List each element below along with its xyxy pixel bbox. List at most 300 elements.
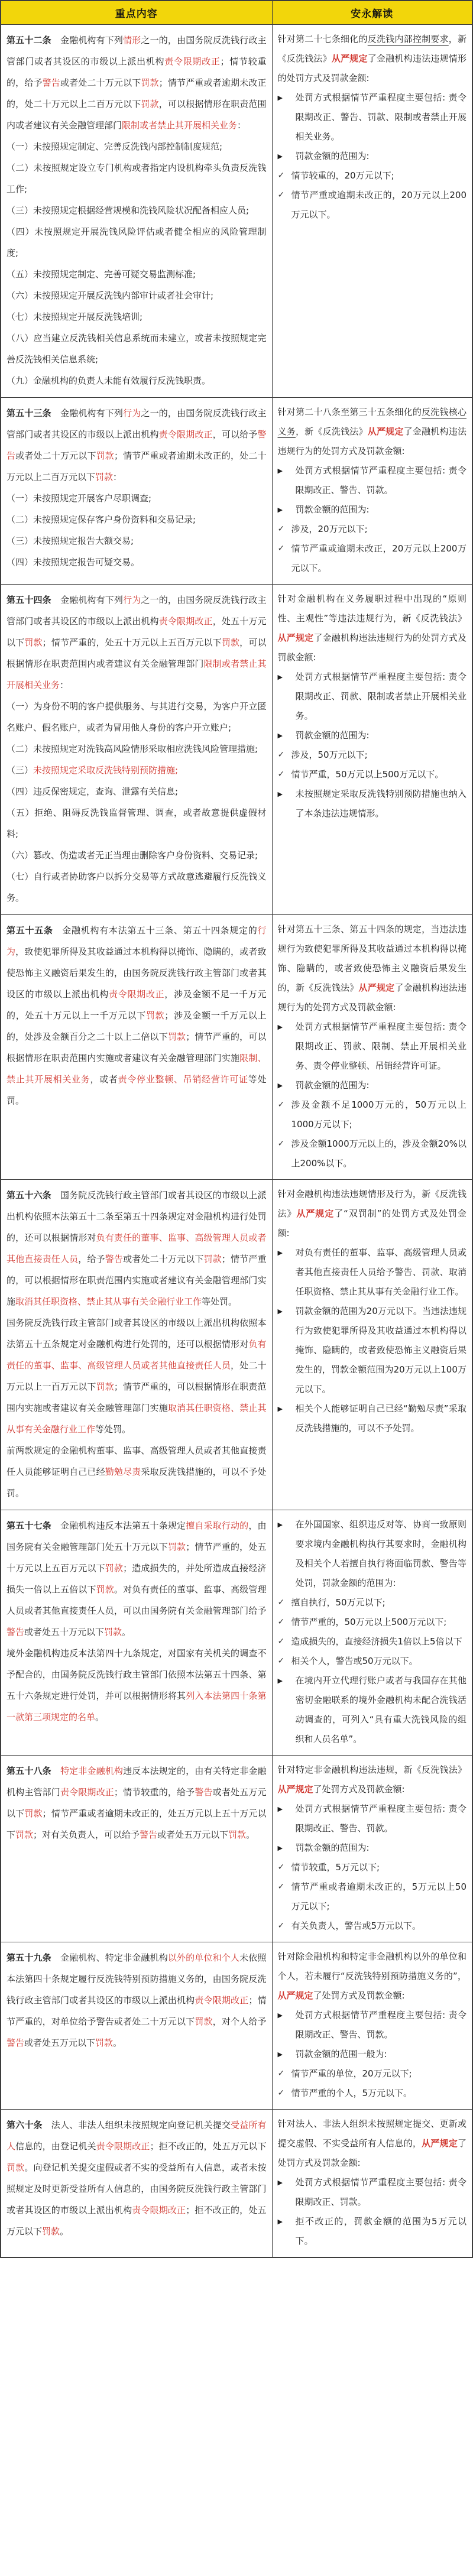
text-segment: 取消其任职资格、禁止其从事有关金融行业工作	[15, 1296, 202, 1307]
text-segment: 行为	[123, 408, 141, 418]
triangle-bullet-icon: ▶	[277, 2051, 283, 2058]
text-segment: 之一的，由国务院反洗钱行政主管部门或者其设区的市级以上派出机构	[7, 35, 267, 67]
text-segment: 情节严重的单位，20万元以下;	[291, 2068, 412, 2079]
text-segment: ：	[113, 472, 122, 482]
item-text	[296, 461, 467, 500]
paragraph	[7, 403, 267, 488]
item-text	[291, 1858, 467, 1877]
text-segment: 针对除金融机构和特定非金融机构以外的单位和个人，若未履行“反洗钱特别预防措施义务的”，	[277, 1951, 466, 1981]
paragraph	[7, 845, 267, 866]
bullet-item	[278, 2173, 467, 2212]
text-segment: 责令停业整顿、吊销经营许可证	[118, 1074, 248, 1085]
paragraph	[278, 2114, 467, 2173]
text-segment: 第五十九条	[7, 1952, 51, 1963]
table-row	[1, 1180, 472, 1510]
paragraph	[7, 920, 267, 1111]
paragraph	[7, 738, 267, 760]
text-segment: 罚款	[42, 2226, 60, 2237]
triangle-bullet-icon: ▶	[277, 2012, 283, 2019]
text-segment: 。	[246, 1829, 255, 1840]
text-segment: 等处罚。	[202, 1296, 238, 1307]
check-item	[278, 1134, 467, 1173]
check-item	[278, 520, 467, 539]
text-segment: ；对有关负责人，可以给予	[33, 1829, 140, 1840]
bullet-item	[278, 2045, 467, 2064]
text-segment: 针对金融机构违法违规情形及行为，新《反洗钱法》	[277, 1189, 466, 1219]
text-segment: （二）未按照规定设立专门机构或者指定内设机构牵头负责反洗钱工作;	[7, 163, 267, 194]
item-text	[296, 1515, 467, 1593]
bullet-item	[278, 1076, 467, 1095]
text-segment: 针对第二十八条至第三十五条细化的	[277, 407, 422, 417]
text-segment: 采取反洗钱措施的，可以不予处罚。	[7, 1467, 267, 1498]
text-segment: 。	[113, 2038, 122, 2048]
text-segment: 有关负责人，警告或5万元以下。	[291, 1920, 422, 1931]
item-text	[291, 186, 467, 225]
text-segment: ；拒不改正的，处五万元以下	[150, 2141, 267, 2152]
text-segment: 擅自采取行动的	[186, 1520, 249, 1531]
item-text	[296, 2212, 467, 2251]
check-icon: ✓	[277, 1100, 285, 1109]
text-segment: 处罚方式根据情节严重程度主要包括: 责令限期改正、警告、罚款、限制或者禁止开展相关业务。	[295, 92, 466, 142]
text-segment: 罚款金额的范围为20万元以下。当违法违规行为致使犯罪所得及其收益通过本机构得以掩饰、隐瞒的，或者致使恐怖主义融资后果发生的，罚款金额范围为20万元以上100万元以下。	[295, 1306, 466, 1394]
table-row	[1, 915, 472, 1180]
paragraph	[278, 920, 467, 1017]
text-segment: 限制、禁止其开展相关业务	[7, 1053, 267, 1085]
text-segment: 之一的，由国务院反洗钱行政主管部门或者其设区的市级以上派出机构	[7, 408, 267, 440]
text-segment: （五）拒绝、阻碍反洗钱监督管理、调查，或者故意提供虚假材料;	[7, 807, 267, 839]
item-text	[296, 1671, 467, 1749]
text-segment: 罚款	[96, 1584, 114, 1595]
text-segment: 责令限期改正	[108, 989, 165, 1000]
check-item	[278, 1877, 467, 1916]
text-segment: 负有责任的董事、监事、高级管理人员或者其他直接责任人员	[7, 1232, 267, 1264]
text-segment: 针对金融机构在义务履职过程中出现的“原则性、主观性”等违法违规行为，新《反洗钱法》	[277, 593, 466, 624]
paragraph	[7, 306, 267, 327]
bullet-item	[278, 1671, 467, 1749]
text-segment: 情节严重或者逾期未改正的，5万元以上50万元以下;	[291, 1881, 466, 1912]
text-segment: 罚款	[195, 2016, 213, 2027]
text-segment: 从严规定	[277, 1990, 313, 2001]
triangle-bullet-icon: ▶	[277, 1405, 283, 1413]
text-segment: 以外的单位和个人	[167, 1952, 240, 1963]
text-segment: ，处二十万元以上一百万元以下	[7, 1360, 267, 1392]
paragraph	[278, 30, 467, 88]
text-segment: （一）未按照规定开展客户尽职调查;	[7, 493, 152, 504]
triangle-bullet-icon: ▶	[277, 2218, 283, 2225]
item-text	[296, 147, 467, 166]
text-segment: 特定非金融机构	[60, 1766, 124, 1776]
text-segment: 国务院反洗钱行政主管部门或者其设区的市级以上派出机构依照本法第五十二条至第五十四条规定对金融机构进行处罚的，还可以根据情形对	[7, 1190, 267, 1243]
check-item	[278, 539, 467, 578]
item-text	[291, 1877, 467, 1916]
paragraph	[7, 589, 267, 696]
text-segment: 处罚方式根据情节严重程度主要包括: 责令限期改正、罚款。	[295, 2177, 466, 2207]
text-segment: （二）未按照规定保存客户身份资料和交易记录;	[7, 514, 196, 525]
text-segment: ；情节较重的，给予	[114, 1787, 195, 1798]
text-segment: （九）金融机构的负责人未能有效履行反洗钱职责。	[7, 375, 211, 386]
text-segment: 反洗钱内部控制要求	[367, 34, 449, 44]
paragraph	[7, 200, 267, 221]
table-row	[1, 1510, 472, 1756]
check-icon: ✓	[277, 1863, 285, 1872]
item-text	[296, 2173, 467, 2212]
triangle-bullet-icon: ▶	[277, 1082, 283, 1089]
text-segment: 相关个人能够证明自己已经“勤勉尽责”采取反洗钱措施的，可以不予处罚。	[295, 1403, 466, 1433]
check-icon: ✓	[277, 750, 285, 760]
bullet-item	[278, 1399, 467, 1438]
header-key-content: 重点内容	[1, 1, 272, 25]
cell-key-content	[1, 1942, 272, 2110]
check-icon: ✓	[277, 524, 285, 534]
paragraph	[7, 327, 267, 370]
text-segment: 等处罚。	[7, 1074, 267, 1106]
check-icon: ✓	[277, 2088, 285, 2098]
text-segment: 罚款	[96, 450, 114, 461]
text-segment: （五）未按照规定制定、完善可疑交易监测标准;	[7, 269, 196, 280]
text-segment: 拒不改正的，罚款金额的范围为5万元以下。	[295, 2216, 466, 2246]
text-segment: 了“双罚制”的处罚方式及处罚金额:	[277, 1208, 466, 1238]
item-text	[291, 765, 467, 784]
cell-interpretation	[272, 1180, 472, 1510]
text-segment: ，涉及金额不足一千万元的，处五十万元以上一千万元以下	[7, 989, 267, 1021]
table-row	[1, 398, 472, 585]
bullet-item	[278, 667, 467, 726]
text-segment: ，给予	[78, 1254, 105, 1264]
text-segment: 第五十八条	[7, 1766, 51, 1776]
item-text	[296, 1399, 467, 1438]
text-segment: 罚款	[7, 2162, 25, 2173]
paragraph	[278, 1947, 467, 2006]
paragraph	[7, 370, 267, 391]
text-segment: 违反本法规定的，由有关特定非金融机构主管部门	[7, 1766, 267, 1798]
text-segment: 在境内开立代理行账户或者与我国存在其他密切金融联系的境外金融机构未配合洗钱活动调查的，可列入“具有重大洗钱风险的组织和人员名单”。	[295, 1675, 466, 1744]
text-segment: 了处罚方式及罚款金额:	[313, 1990, 405, 2001]
text-segment: 罚款金额的范围为:	[295, 151, 370, 161]
text-segment: 第五十四条	[7, 595, 51, 605]
cell-key-content	[1, 25, 272, 398]
text-segment: 罚款金额的范围一般为:	[295, 2049, 387, 2059]
paragraph	[7, 1760, 267, 1845]
text-segment: 从严规定	[367, 426, 404, 437]
text-segment: 罚款	[228, 1829, 247, 1840]
text-segment: 罚款	[221, 637, 240, 648]
cell-key-content	[1, 1180, 272, 1510]
paragraph	[7, 157, 267, 200]
text-segment: 了金融机构违法违规行为的处罚方式及罚款金额:	[277, 426, 466, 456]
table-row	[1, 585, 472, 915]
text-segment: 罚款	[95, 472, 114, 482]
item-text	[296, 784, 467, 823]
text-segment: 了金融机构违法违规情形的处罚方式及罚款金额:	[277, 53, 466, 83]
text-segment: 处罚方式根据情节严重程度主要包括: 责令限期改正、警告、罚款。	[295, 1803, 466, 1834]
paragraph	[7, 1312, 267, 1440]
paragraph	[278, 403, 467, 461]
text-segment: 罚款	[167, 1031, 186, 1042]
text-segment: 。对负有责任的董事、监事、高级管理人员或者其他直接责任人员，可以由国务院有关金融管理部门给予	[7, 1584, 267, 1616]
text-segment: 针对第二十七条细化的	[277, 34, 368, 44]
text-segment: ，或者	[90, 1074, 118, 1085]
check-item	[278, 1916, 467, 1936]
item-text	[291, 1916, 467, 1936]
text-segment: （四）未按照规定报告可疑交易。	[7, 557, 140, 567]
text-segment: 从严规定	[296, 1208, 335, 1219]
bullet-item	[278, 726, 467, 745]
paragraph	[7, 1515, 267, 1643]
text-segment: 擅自执行，50万元以下;	[291, 1597, 385, 1608]
text-segment	[51, 1766, 60, 1776]
text-segment: 。	[95, 1712, 105, 1722]
text-segment: ，对个人给予	[212, 2016, 267, 2027]
item-text	[296, 726, 467, 745]
text-segment: 情节较重的，20万元以下;	[291, 170, 394, 181]
text-segment: 限制或者禁止其开展相关业务	[7, 658, 267, 690]
text-segment: 处罚方式根据情节严重程度主要包括: 责令限期改正、警告、罚款。	[295, 2010, 466, 2040]
item-text	[296, 2045, 467, 2064]
text-segment: 未依照本法第四十条规定履行反洗钱特别预防措施义务的，由国务院反洗钱行政主管部门或者其设区的市级以上派出机构	[7, 1952, 267, 2006]
text-segment: （二）未按照规定对洗钱高风险情形采取相应洗钱风险管理措施;	[7, 744, 258, 754]
text-segment: 罚款	[96, 1381, 114, 1392]
text-segment: 反洗钱核心义务	[277, 407, 466, 437]
paragraph	[7, 866, 267, 909]
text-segment: 第五十五条	[7, 925, 53, 936]
item-text	[291, 2064, 467, 2084]
triangle-bullet-icon: ▶	[277, 673, 283, 681]
triangle-bullet-icon: ▶	[277, 1521, 283, 1529]
text-segment: 第五十七条	[7, 1520, 51, 1531]
paragraph	[7, 1440, 267, 1504]
text-segment: ；情节严重的，处五十万元以上五百万元以下	[42, 637, 222, 648]
paragraph	[7, 2114, 267, 2242]
paragraph	[7, 221, 267, 264]
text-segment: 罚款	[105, 1563, 124, 1573]
triangle-bullet-icon: ▶	[277, 1805, 283, 1813]
text-segment: 或者处五万元以下	[7, 1787, 267, 1819]
text-segment: 行为	[123, 595, 141, 605]
paragraph	[7, 509, 267, 530]
triangle-bullet-icon: ▶	[277, 506, 283, 514]
item-text	[296, 2006, 467, 2045]
text-segment: （三）未按照规定报告大额交易;	[7, 536, 134, 546]
paragraph	[278, 1185, 467, 1243]
text-segment: 第五十六条	[7, 1190, 51, 1201]
cell-interpretation	[272, 25, 472, 398]
triangle-bullet-icon: ▶	[277, 94, 283, 102]
text-segment: （三）	[7, 765, 34, 776]
cell-interpretation	[272, 2110, 472, 2258]
paragraph	[7, 1947, 267, 2053]
check-icon: ✓	[277, 1882, 285, 1892]
text-segment: 涉及，20万元以下;	[291, 524, 368, 534]
paragraph	[7, 530, 267, 551]
item-text	[296, 500, 467, 520]
text-segment: 金融机构、特定非金融机构	[51, 1952, 168, 1963]
text-segment: 责令限期改正	[195, 1995, 249, 2006]
paragraph	[7, 1185, 267, 1312]
text-segment: 法人、非法人组织未按照规定向登记机关提交	[42, 2120, 231, 2130]
bullet-item	[278, 1799, 467, 1838]
item-text	[291, 1613, 467, 1632]
text-segment: 情形	[123, 35, 141, 46]
text-segment: 警告	[7, 2038, 25, 2048]
text-segment: 金融机构有本法第五十三条、第五十四条规定的	[53, 925, 258, 936]
triangle-bullet-icon: ▶	[277, 1249, 283, 1257]
text-segment: 勤勉尽责	[105, 1467, 141, 1477]
text-segment: 。	[122, 1627, 131, 1637]
triangle-bullet-icon: ▶	[277, 790, 283, 798]
text-segment: 在外国国家、组织违反对等、协商一致原则要求境内金融机构执行其要求时，金融机构及相关个人若擅自执行将面临罚款、警告等处罚，罚款金额的范围为:	[295, 1519, 466, 1588]
text-segment: （一）为身份不明的客户提供服务、与其进行交易，为客户开立匿名账户、假名账户，或者为冒用他人身份的客户开立账户;	[7, 701, 267, 733]
item-text	[291, 539, 467, 578]
text-segment: ，可以给予	[212, 429, 258, 440]
text-segment: 列入本法第四十条第一款第三项规定的名单	[7, 1691, 267, 1722]
table-body	[1, 25, 472, 2258]
text-segment: 对负有责任的董事、监事、高级管理人员或者其他直接责任人员给予警告、罚款、取消任职资格、禁止其从事有关金融行业工作。	[295, 1247, 466, 1297]
cell-key-content	[1, 398, 272, 585]
item-text	[296, 88, 467, 147]
check-item	[278, 1613, 467, 1632]
text-segment: 涉及，50万元以下;	[291, 750, 368, 760]
text-segment: （三）未按照规定根据经营规模和洗钱风险状况配备相应人员;	[7, 205, 250, 216]
text-segment: 警告	[195, 1787, 213, 1798]
text-segment: 取消其任职资格、禁止其从事有关金融行业工作	[7, 1403, 267, 1435]
check-item	[278, 1593, 467, 1613]
text-segment: 第六十条	[7, 2120, 43, 2130]
text-segment: （八）应当建立反洗钱相关信息系统而未建立，或者未按照规定完善反洗钱相关信息系统;	[7, 333, 267, 365]
check-item	[278, 1632, 467, 1652]
cell-key-content	[1, 1756, 272, 1942]
text-segment: 或者处二十万元以下	[123, 1254, 204, 1264]
item-text	[291, 1632, 467, 1652]
triangle-bullet-icon: ▶	[277, 2179, 283, 2186]
item-text	[291, 1593, 467, 1613]
check-icon: ✓	[277, 171, 285, 180]
bullet-item	[278, 1515, 467, 1593]
text-segment: 之一的，由国务院反洗钱行政主管部门或者其设区的市级以上派出机构	[7, 595, 267, 627]
bullet-item	[278, 1243, 467, 1302]
text-segment: 金融机构违反本法第五十条规定	[51, 1520, 186, 1531]
text-segment: 罚款	[141, 99, 159, 109]
check-icon: ✓	[277, 1656, 285, 1666]
text-segment: 或者处五万元以下	[157, 1829, 229, 1840]
text-segment: 罚款	[24, 637, 43, 648]
item-text	[296, 1302, 467, 1399]
bullet-item	[278, 1302, 467, 1399]
text-segment: 罚款金额的范围为:	[295, 730, 370, 741]
item-text	[291, 520, 467, 539]
triangle-bullet-icon: ▶	[277, 1677, 283, 1685]
text-segment: 处罚方式根据情节严重程度主要包括: 责令限期改正、罚款、限制或者禁止开展相关业务。	[295, 671, 466, 721]
item-text	[291, 2084, 467, 2103]
text-segment: ；情节严重的，对单位给予警告或者处二十万元以下	[7, 1995, 267, 2027]
text-segment: （六）未按照规定开展反洗钱内部审计或者社会审计;	[7, 290, 214, 301]
text-segment: 从严规定	[358, 982, 395, 993]
paragraph	[7, 1643, 267, 1728]
paragraph	[7, 30, 267, 136]
text-segment: 针对特定非金融机构违法违规，新《反洗钱法》	[277, 1764, 466, 1775]
text-segment: （一）未按照规定制定、完善反洗钱内部控制制度规范;	[7, 141, 223, 152]
text-segment: 等处罚。	[95, 1424, 131, 1435]
text-segment: 罚款	[15, 1829, 34, 1840]
triangle-bullet-icon: ▶	[277, 467, 283, 475]
text-segment: 责令限期改正	[132, 2205, 186, 2215]
text-segment: 了处罚方式及罚款金额:	[277, 2138, 466, 2168]
table-row	[1, 1942, 472, 2110]
table-row	[1, 1756, 472, 1942]
text-segment: ；情节严重的，可以根据情形在职责范围内实施或者建议有关金融管理部门实施	[7, 1031, 267, 1063]
text-segment: 信息的，由登记机关	[15, 2141, 96, 2152]
text-segment: 相关个人，警告或50万元以下。	[291, 1656, 418, 1666]
check-item	[278, 1095, 467, 1134]
check-item	[278, 166, 467, 186]
check-icon: ✓	[277, 770, 285, 779]
text-segment: 境外金融机构违反本法第四十九条规定，对国家有关机关的调查不予配合的，由国务院反洗钱行政主管部门依照本法第五十四条、第五十六条规定进行处罚，并可以根据情形将其	[7, 1648, 267, 1701]
text-segment: 国务院反洗钱行政主管部门或者其设区的市级以上派出机构依照本法第五十五条规定对金融机构进行处罚的，还可以根据情形对	[7, 1318, 267, 1349]
text-segment: 针对法人、非法人组织未按照规定提交、更新或提交虚假、不实受益所有人信息的，	[277, 2118, 466, 2149]
text-segment: 限制或者禁止其开展相关业务	[122, 120, 238, 131]
text-segment: 金融机构有下列	[51, 595, 124, 605]
text-segment: 情节严重或逾期未改正的，20万元以上200万元以下。	[291, 190, 466, 220]
text-segment: ；情节严重的，可以根据情形在职责范围内实施或者建议有关金融管理部门实施	[7, 1381, 267, 1413]
paragraph	[7, 696, 267, 738]
text-segment: 未按照规定采取反洗钱特别预防措施也纳入了本条违法违规情形。	[295, 789, 466, 819]
paragraph	[7, 285, 267, 306]
item-text	[296, 1076, 467, 1095]
check-icon: ✓	[277, 1637, 285, 1646]
cell-interpretation	[272, 398, 472, 585]
text-segment: 从严规定	[422, 2138, 458, 2149]
text-segment: ，可以根据情形在职责范围内或者建议有关金融管理部门	[7, 99, 267, 131]
bullet-item	[278, 147, 467, 166]
triangle-bullet-icon: ▶	[277, 1844, 283, 1852]
cell-key-content	[1, 2110, 272, 2258]
text-segment: 罚款	[203, 1254, 222, 1264]
paragraph	[7, 760, 267, 781]
text-segment: 造成损失的，直接经济损失1倍以上5倍以下	[291, 1636, 462, 1647]
table-row	[1, 2110, 472, 2258]
text-segment: 罚款	[141, 77, 159, 88]
check-item	[278, 765, 467, 784]
check-item	[278, 186, 467, 225]
check-icon: ✓	[277, 190, 285, 200]
triangle-bullet-icon: ▶	[277, 153, 283, 160]
cell-interpretation	[272, 1756, 472, 1942]
text-segment: 罚款金额的范围为:	[295, 1842, 370, 1853]
text-segment: 或者处五十万元以下	[24, 1627, 105, 1637]
header-ey-interpretation: 安永解读	[272, 1, 472, 25]
text-segment: 罚款金额的范围为:	[295, 504, 370, 515]
text-segment: 处罚方式根据情节严重程度主要包括: 责令限期改正、罚款、限制、禁止开展相关业务、责令停业整顿、吊销经营许可证。	[295, 1021, 466, 1071]
text-segment: 行为	[7, 925, 267, 957]
text-segment: ，由国务院有关金融管理部门处五十万元以下	[7, 1520, 267, 1552]
text-segment: 情节严重，50万元以上500万元以下。	[291, 769, 444, 780]
text-segment: 情节严重的，50万元以上500万元以下;	[291, 1617, 447, 1627]
bullet-item	[278, 2212, 467, 2251]
text-segment: 情节严重的个人，5万元以下。	[291, 2088, 413, 2098]
text-segment: 了处罚方式及罚款金额:	[313, 1784, 405, 1795]
item-text	[291, 1095, 467, 1134]
text-segment: 罚款	[95, 2038, 114, 2048]
text-segment: 针对第五十三条、第五十四条的规定，当违法违规行为致使犯罪所得及其收益通过本机构得以掩饰、隐瞒的，或者致使恐怖主义融资后果发生的，新《反洗钱法》	[277, 924, 466, 993]
paragraph	[7, 488, 267, 509]
item-text	[296, 1017, 467, 1076]
cell-interpretation	[272, 585, 472, 915]
text-segment: 罚款	[104, 1627, 122, 1637]
text-segment: ；造成损失的，并处所造成直接经济损失一倍以上五倍以下	[7, 1563, 267, 1595]
text-segment: 未按照规定采取反洗钱特别预防措施;	[33, 765, 179, 776]
text-segment: 情节较重，5万元以下;	[291, 1862, 380, 1873]
paragraph	[278, 589, 467, 667]
check-icon: ✓	[277, 1921, 285, 1931]
